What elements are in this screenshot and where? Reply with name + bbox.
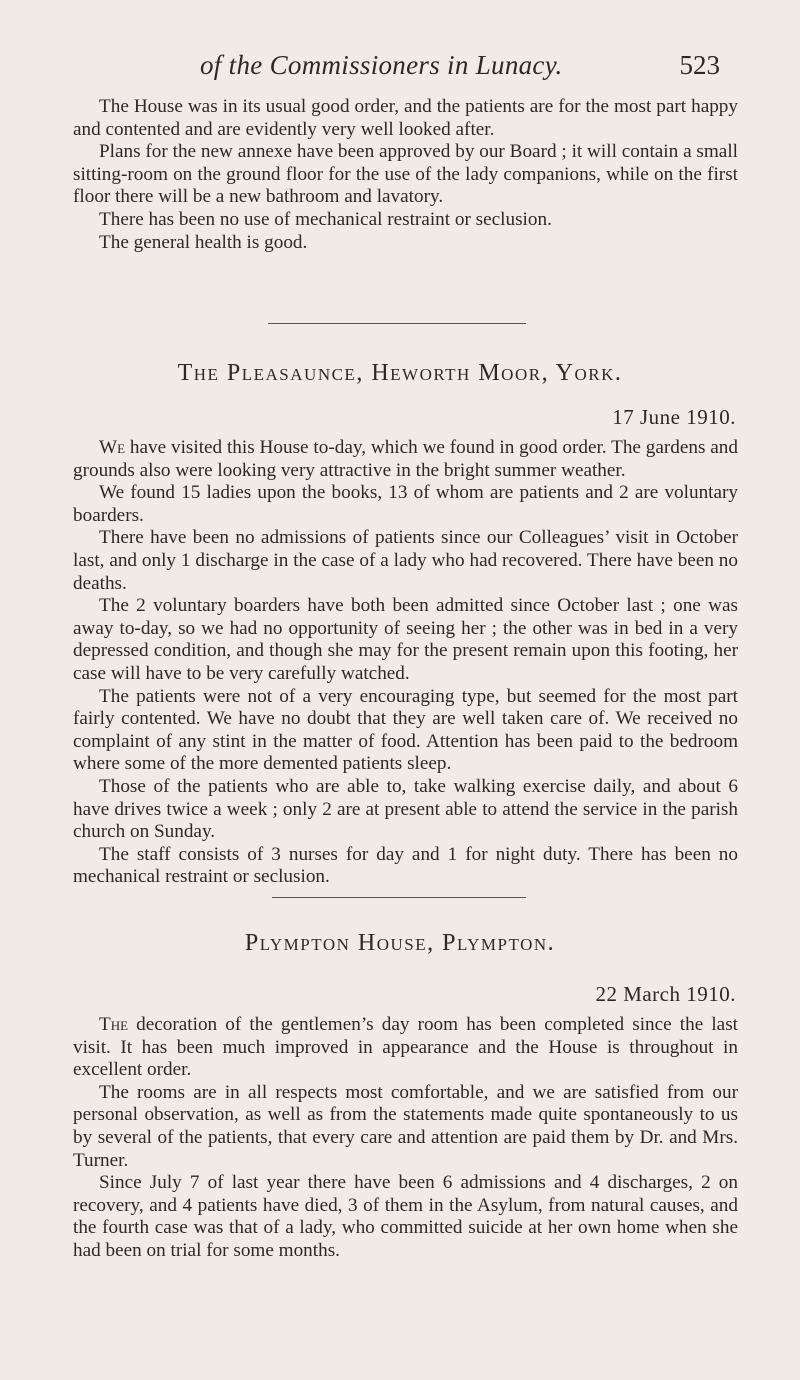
paragraph: The staff consists of 3 nurses for day and 1 for night duty. There has been no mechanical restraint or seclusion. [73, 843, 738, 888]
paragraph: There has been no use of mechanical restraint or seclusion. [99, 208, 552, 230]
section-1-text [73, 96, 738, 254]
section-3-text [73, 1014, 738, 1263]
paragraph: Those of the patients who are able to, take walking exercise daily, and about 6 have drives twice a week ; only 2 are at present able to attend the service in the parish church on Sunday. [73, 775, 738, 843]
paragraph: There have been no admissions of patients since our Colleagues’ visit in October last, and only 1 discharge in the case of a lady who had recovered. There have been no deaths. [73, 527, 738, 594]
paragraph: We found 15 ladies upon the books, 13 of whom are patients and 2 are voluntary boarders. [73, 482, 738, 526]
lead-word: The [99, 1014, 129, 1035]
page-number: 523 [679, 50, 720, 80]
paragraph: The general health is good. [99, 231, 308, 253]
paragraph [73, 1014, 738, 1082]
section-2-text [73, 437, 738, 889]
running-head: of the Commissioners in Lunacy. [200, 50, 563, 80]
section-heading: The Pleasaunce, Heworth Moor, York. [177, 360, 623, 386]
paragraph: Since July 7 of last year there have been 6 admissions and 4 discharges, 2 on recovery, and 4 patients have died, 3 of them in the Asylum, from natural causes, and the fourth case was that of a lady, who committed suicide at her own home when she had been on trial for some months. [73, 1172, 738, 1261]
paragraph [73, 437, 738, 482]
paragraph: Plans for the new annexe have been approved by our Board ; it will contain a small sitting-room on the ground floor for the use of the lady companions, while on the first floor there will be a new bathroom and lavatory. [73, 141, 738, 208]
paragraph-body: decoration of the gentlemen’s day room has been completed since the last visit. It has been much improved in appearance and the House is throughout in excellent order. [73, 1014, 738, 1081]
paragraph: The rooms are in all respects most comfortable, and we are satisfied from our personal observation, as well as from the statements made quite spontaneously to us by several of the patients, that every care and attention are paid them by Dr. and Mrs. Turner. [73, 1081, 738, 1171]
paragraph: The House was in its usual good order, and the patients are for the most part happy and contented and are evidently very well looked after. [73, 96, 738, 140]
paragraph-body: have visited this House to-day, which we found in good order. The gardens and grounds also were looking very attractive in the bright summer weather. [73, 437, 738, 481]
section-heading: Plympton House, Plympton. [244, 930, 556, 956]
visit-date: 17 June 1910. [612, 405, 736, 429]
visit-date: 22 March 1910. [595, 982, 736, 1006]
lead-word: We [99, 437, 126, 458]
section-divider [268, 323, 526, 324]
paragraph: The 2 voluntary boarders have both been admitted since October last ; one was away to-day, so we had no opportunity of seeing her ; the other was in bed in a very depressed condition, and though she may for the present remain upon this footing, her case will have to be very carefully watched. [73, 595, 738, 684]
section-divider [272, 897, 526, 898]
paragraph: The patients were not of a very encouraging type, but seemed for the most part fairly contented. We have no doubt that they are well taken care of. We received no complaint of any stint in the matter of food. Attention has been paid to the bedroom where some of the more demented patients sleep. [73, 685, 738, 775]
